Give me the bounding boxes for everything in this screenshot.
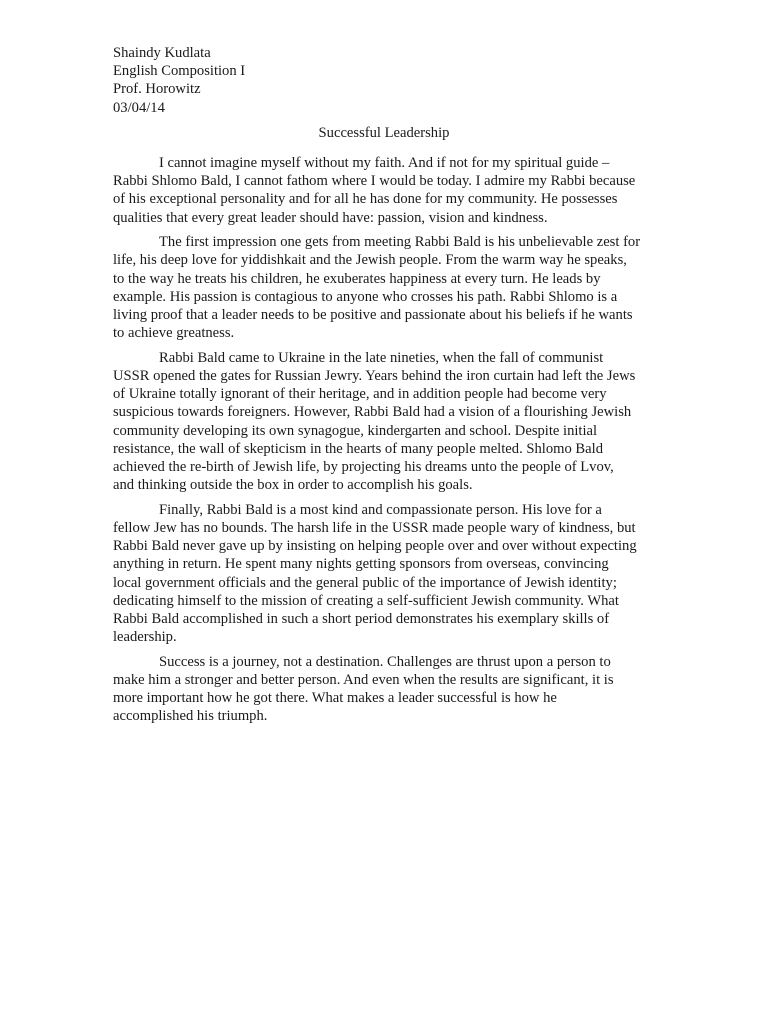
paragraph-line: dedicating himself to the mission of creating a self-sufficient Jewish community. What xyxy=(113,592,619,609)
paragraph-line: resistance, the wall of skepticism in the hearts of many people melted. Shlomo Bald xyxy=(113,440,603,457)
professor-name: Prof. Horowitz xyxy=(113,81,201,98)
paragraph-line: Rabbi Bald came to Ukraine in the late nineties, when the fall of communist xyxy=(159,349,604,366)
author-name: Shaindy Kudlata xyxy=(113,45,211,61)
paragraph-line: The first impression one gets from meeting Rabbi Bald is his unbelievable zest for xyxy=(159,234,641,251)
paragraph-line: I cannot imagine myself without my faith. And if not for my spiritual guide – xyxy=(159,155,610,171)
paragraph-line: Success is a journey, not a destination. Challenges are thrust upon a person to xyxy=(159,653,611,670)
paragraph-line: life, his deep love for yiddishkait and the Jewish people. From the warm way he speaks, xyxy=(113,252,627,269)
paragraph-line: example. His passion is contagious to anyone who crosses his path. Rabbi Shlomo is a xyxy=(113,288,618,305)
paragraph-line: leadership. xyxy=(113,629,177,646)
paragraph xyxy=(113,154,641,227)
paragraph-line: suspicious towards foreigners. However, Rabbi Bald had a vision of a flourishing Jewish xyxy=(113,404,632,421)
essay-body xyxy=(113,154,641,732)
paragraph-line: anything in return. He spent many nights getting sponsors from overseas, convincing xyxy=(113,556,609,573)
paragraph xyxy=(113,349,641,495)
paragraph-line: and thinking outside the box in order to accomplish his goals. xyxy=(113,477,473,494)
document-header xyxy=(113,44,245,117)
paragraph-line: Rabbi Bald accomplished in such a short period demonstrates his exemplary skills of xyxy=(113,611,610,628)
paragraph-line: achieved the re-birth of Jewish life, by projecting his dreams unto the people of Lvov, xyxy=(113,459,614,476)
paragraph-line: accomplished his triumph. xyxy=(113,708,268,725)
paragraph-line: fellow Jew has no bounds. The harsh life in the USSR made people wary of kindness, but xyxy=(113,520,636,537)
paragraph-line: local government officials and the general public of the importance of Jewish identity; xyxy=(113,574,617,591)
paragraph-line: USSR opened the gates for Russian Jewry. Years behind the iron curtain had left the Jews xyxy=(113,368,636,385)
paragraph-line: Rabbi Shlomo Bald, I cannot fathom where I would be today. I admire my Rabbi because xyxy=(113,173,636,190)
paragraph-line: of his exceptional personality and for all he has done for my community. He possesses xyxy=(113,191,618,208)
paragraph-line: living proof that a leader needs to be positive and passionate about his beliefs if he wants xyxy=(113,307,633,324)
paragraph xyxy=(113,233,641,342)
paragraph-line: to the way he treats his children, he exuberates happiness at every turn. He leads by xyxy=(113,270,601,287)
paragraph-line: Rabbi Bald never gave up by insisting on helping people over and over without expecting xyxy=(113,538,637,555)
paragraph-line: more important how he got there. What makes a leader successful is how he xyxy=(113,690,557,707)
course-name: English Composition I xyxy=(113,63,246,80)
document-title: Successful Leadership xyxy=(318,125,450,141)
paragraph-line: Finally, Rabbi Bald is a most kind and compassionate person. His love for a xyxy=(159,501,602,518)
paragraph xyxy=(113,501,641,647)
paragraph-line: make him a stronger and better person. And even when the results are significant, it is xyxy=(113,672,614,689)
document-date: 03/04/14 xyxy=(113,99,165,116)
paragraph xyxy=(113,653,641,726)
paragraph-line: qualities that every great leader should have: passion, vision and kindness. xyxy=(113,209,548,226)
paragraph-line: community developing its own synagogue, kindergarten and school. Despite initial xyxy=(113,422,598,439)
paragraph-line: to achieve greatness. xyxy=(113,325,235,342)
paragraph-line: of Ukraine totally ignorant of their heritage, and in addition people had become very xyxy=(113,386,607,403)
